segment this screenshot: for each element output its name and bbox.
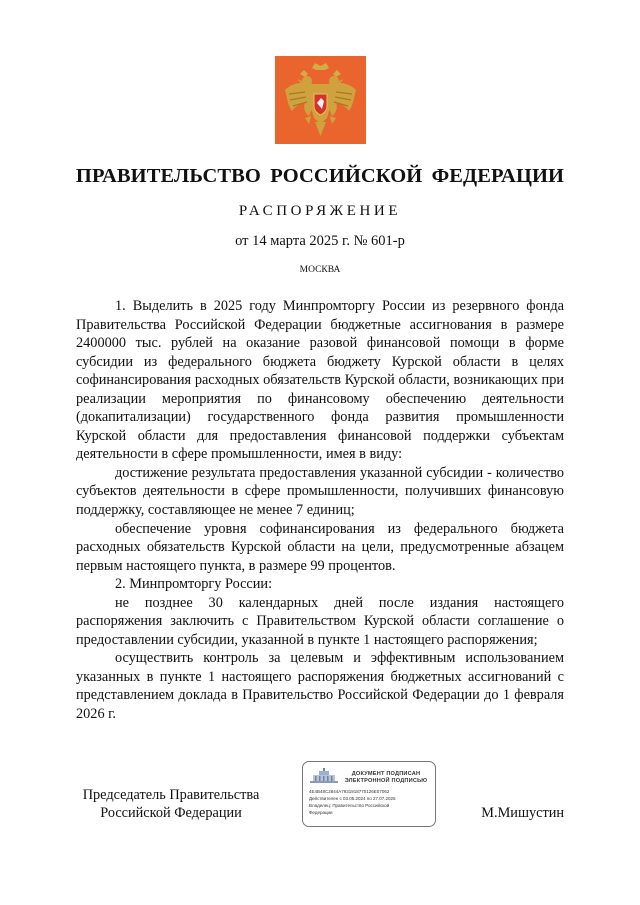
- government-building-icon: [309, 767, 339, 784]
- signatory-name: М.Мишустин: [481, 805, 564, 821]
- stamp-title-line1: ДОКУМЕНТ ПОДПИСАН: [351, 771, 421, 777]
- stamp-title-line2: ЭЛЕКТРОННОЙ ПОДПИСЬЮ: [344, 778, 428, 784]
- paragraph-5: не позднее 30 календарных дней после издания настоящего распоряжения заключить с Правительством Курской области соглашение о предоставлении субсидии, указанной в пункте 1 настоящего распоряжения;: [76, 594, 564, 648]
- document-date-number: от 14 марта 2025 г. № 601-р: [235, 233, 405, 249]
- stamp-owner-line1: Владелец: Правительство Российской: [309, 803, 390, 808]
- signatory-position: [76, 786, 266, 822]
- paragraph-6: осуществить контроль за целевым и эффективным использованием указанных в пункте 1 настоящего распоряжения бюджетных ассигнований с представлением доклада в Правительство Российской Федерации до 1 февраля 2026 г.: [76, 650, 564, 723]
- paragraph-3: обеспечение уровня софинансирования из федерального бюджета расходных обязательств Курской области на цели, предусмотренные абзацем первым настоящего пункта, в размере 99 процентов.: [76, 520, 564, 574]
- stamp-certificate: 4E4B48C2844A7931918770126E07062: [309, 789, 390, 794]
- paragraph-1: 1. Выделить в 2025 году Минпромторгу России из резервного фонда Правительства Российской Федерации бюджетные ассигнования в размере 2400000 тыс. рублей на оказание разовой финансовой помощи в форме субсидии из федерального бюджета бюджету Курской области в целях софинансирования расходных обязательств Курской области, возникающих при реализации мероприятия по финансовому обеспечению деятельности (докапитализации) государственного фонда развития промышленности Курской области для предоставления финансовой поддержки субъектам деятельности в сфере промышленности, имея в виду:: [76, 298, 564, 463]
- government-title: ПРАВИТЕЛЬСТВО РОССИЙСКОЙ ФЕДЕРАЦИИ: [75, 165, 565, 187]
- document-type: РАСПОРЯЖЕНИЕ: [238, 203, 402, 219]
- document-city: МОСКВА: [299, 265, 341, 275]
- signatory-position-line1: Председатель Правительства: [82, 787, 260, 803]
- paragraph-2: достижение результата предоставления указанной субсидии - количество субъектов деятельности в сфере промышленности, получивших финансовую поддержку, составляющее не менее 7 единиц;: [76, 464, 564, 519]
- signatory-position-line2: Российской Федерации: [100, 805, 242, 821]
- stamp-title: [339, 771, 433, 785]
- stamp-details: [309, 788, 433, 816]
- russian-coat-of-arms-icon: [275, 56, 366, 144]
- stamp-owner-line2: Федерации: [309, 810, 333, 815]
- document-body: [76, 297, 564, 724]
- stamp-validity: Действителен с 03.05.2024 по 27.07.2025: [309, 796, 396, 801]
- paragraph-4: 2. Минпромторгу России:: [115, 576, 273, 593]
- electronic-signature-stamp: [302, 761, 436, 827]
